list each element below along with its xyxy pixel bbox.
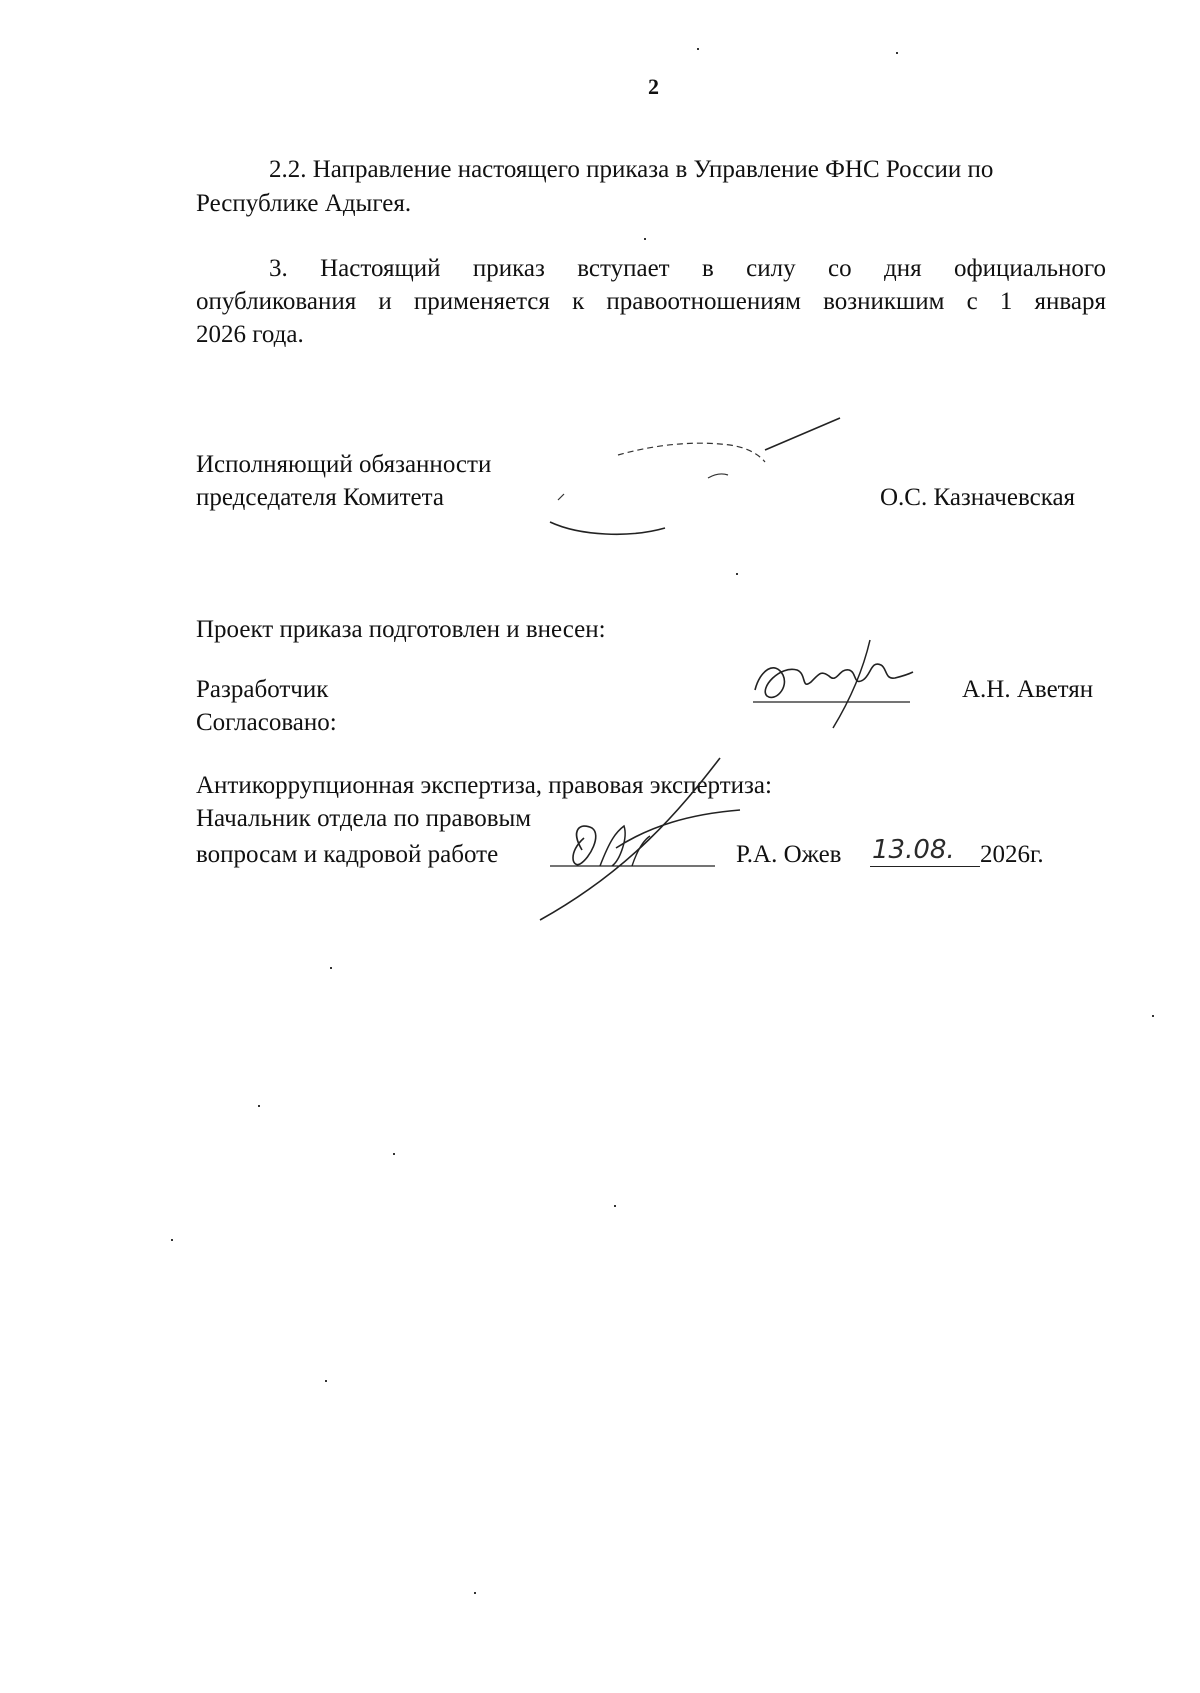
signatory-title-line-2: председателя Комитета [196,484,444,511]
scan-speck [697,48,699,50]
date-line [870,866,980,867]
scan-speck [736,573,738,575]
prepared-heading: Проект приказа подготовлен и внесен: [196,616,606,643]
developer-label: Разработчик [196,676,329,703]
clause-3-line-2: опубликования и применяется к правоотношениям возникшим с 1 января [196,288,1106,315]
legal-department-signature [520,740,760,940]
clause-3-line-3: 2026 года. [196,321,304,348]
signatory-title-line-1: Исполняющий обязанности [196,451,492,478]
scan-speck [474,1592,476,1594]
scan-speck [393,1153,395,1155]
scan-speck [258,1105,260,1107]
clause-2-2-line-2: Республике Адыгея. [196,190,412,217]
expertise-heading: Антикоррупционная экспертиза, правовая экспертиза: [196,772,772,799]
developer-name: А.Н. Аветян [962,676,1094,703]
handwritten-date: 13.08. [872,835,955,865]
clause-3-line-1: 3. Настоящий приказ вступает в силу со дня официального [269,255,1106,282]
scan-speck [614,1205,616,1207]
year: 2026г. [980,841,1044,868]
position-line-2: вопросам и кадровой работе [196,841,499,868]
scan-speck [330,967,332,969]
agreed-label: Согласовано: [196,709,337,736]
position-line-1: Начальник отдела по правовым [196,805,532,832]
scan-speck [1152,1015,1154,1017]
scan-speck [896,52,898,54]
clause-2-2-line-1: 2.2. Направление настоящего приказа в Управление ФНС России по [269,156,994,183]
signatory-name: О.С. Казначевская [880,484,1076,511]
expertise-name: Р.А. Ожев [736,841,842,868]
developer-signature [745,630,925,740]
scan-speck [325,1380,327,1382]
page-number: 2 [648,74,659,99]
chairman-signature [540,410,900,570]
scan-speck [644,238,646,240]
scan-speck [171,1239,173,1241]
